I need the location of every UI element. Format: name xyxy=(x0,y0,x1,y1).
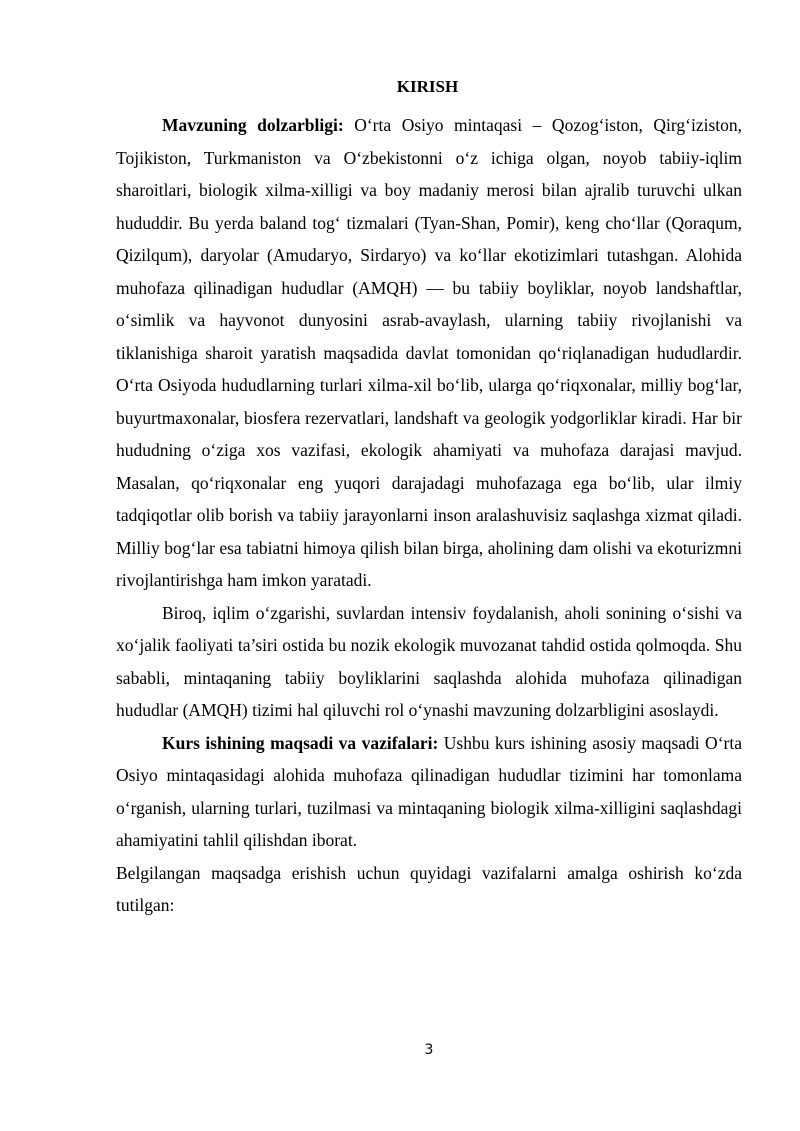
paragraph-relevance xyxy=(116,109,742,597)
paragraph-goals xyxy=(116,727,742,857)
section-heading: KIRISH xyxy=(396,77,459,96)
paragraph-text: Ushbu kurs ishining asosiy maqsadi O‘rta Osiyo mintaqasidagi alohida muhofaza qilinadigan hududlar tizimini har tomonlama o‘rganish, ularning turlari, tuzilmasi va mintaqaning biologik xilma-xilligini saqlashdagi ahamiyatini tahlil qilishdan iborat. xyxy=(116,732,742,850)
body-text xyxy=(116,109,742,922)
page-number: 3 xyxy=(424,1042,434,1058)
paragraph-tasks-intro xyxy=(116,857,742,922)
paragraph-text: Biroq, iqlim o‘zgarishi, suvlardan intensiv foydalanish, aholi sonining o‘sishi va xo‘jalik faoliyati ta’siri ostida bu nozik ekologik muvozanat tahdid ostida qolmoqda. Shu sababli, mintaqaning tabiiy boyliklarini saqlashda alohida muhofaza qilinadigan hududlar (AMQH) tizimi hal qiluvchi rol o‘ynashi mavzuning dolzarbligini asoslaydi. xyxy=(116,602,742,720)
paragraph-lead: Kurs ishining maqsadi va vazifalari: xyxy=(162,732,439,753)
paragraph-lead: Mavzuning dolzarbligi: xyxy=(162,115,344,135)
paragraph-text: O‘rta Osiyo mintaqasi – Qozog‘iston, Qirg‘iziston, Tojikiston, Turkmaniston va O‘zbekistonni o‘z ichiga olgan, noyob tabiiy-iqlim sharoitlari, biologik xilma-xilligi va boy madaniy merosi bilan ajralib turuvchi ulkan hududdir. Bu yerda baland tog‘ tizmalari (Tyan-Shan, Pomir), keng cho‘llar (Qoraqum, Qizilqum), daryolar (Amudaryo, Sirdaryo) va ko‘llar ekotizimlari tutashgan. Alohida muhofaza qilinadigan hududlar (AMQH) — bu tabiiy boyliklar, noyob landshaftlar, o‘simlik va hayvonot dunyosini asrab-avaylash, ularning tabiiy rivojlanishi va tiklanishiga sharoit yaratish maqsadida davlat tomonidan qo‘riqlanadigan hududlardir. O‘rta Osiyoda hududlarning turlari xilma-xil bo‘lib, ularga qo‘riqxonalar, milliy bog‘lar, buyurtmaxonalar, biosfera rezervatlari, landshaft va geologik yodgorliklar kiradi. Har bir hududning o‘ziga xos vazifasi, ekologik ahamiyati va muhofaza darajasi mavjud. Masalan, qo‘riqxonalar eng yuqori darajadagi muhofazaga ega bo‘lib, ular ilmiy tadqiqotlar olib borish va tabiiy jarayonlarni inson aralashuvisiz saqlashga xizmat qiladi. Milliy bog‘lar esa tabiatni himoya qilish bilan birga, aholining dam olishi va ekoturizmni rivojlantirishga ham imkon yaratadi. xyxy=(116,115,742,590)
paragraph-text: Belgilangan maqsadga erishish uchun quyidagi vazifalarni amalga oshirish ko‘zda tutilgan: xyxy=(116,862,742,915)
paragraph-threats xyxy=(116,597,742,727)
